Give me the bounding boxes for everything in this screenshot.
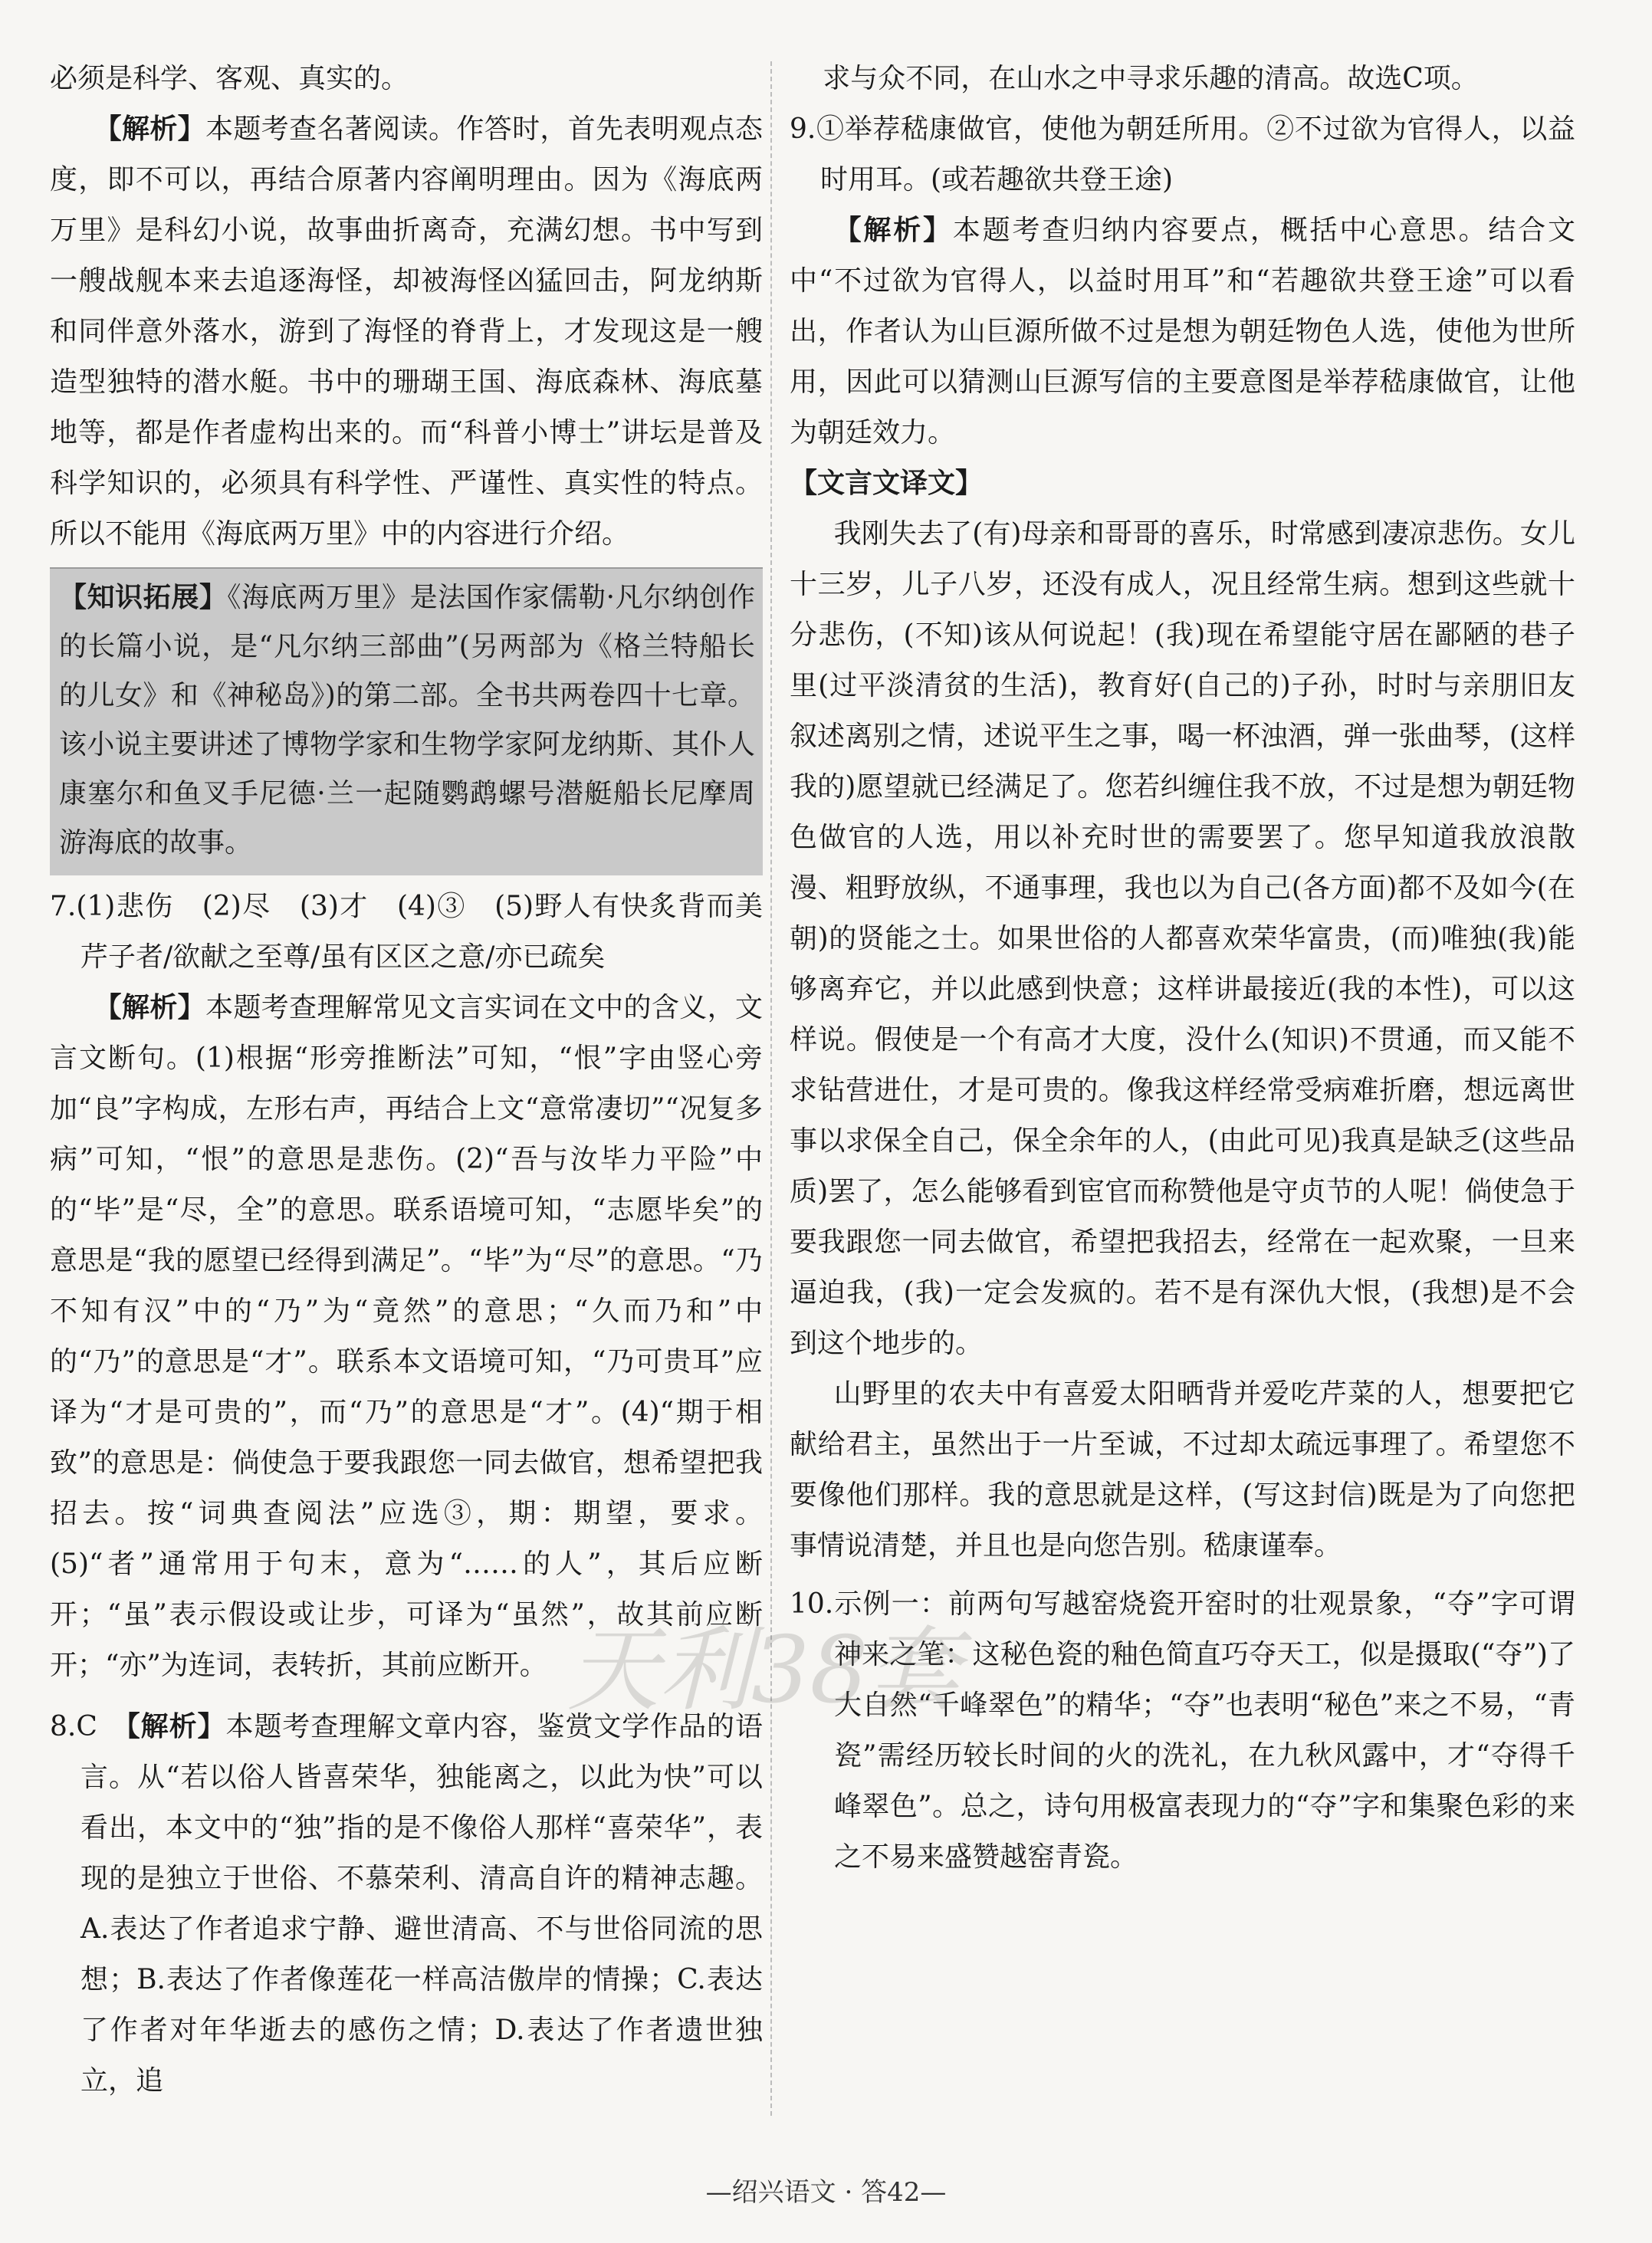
paragraph: 求与众不同，在山水之中寻求乐趣的清高。故选C项。: [823, 63, 1479, 94]
translation-paragraph-2: 山野里的农夫中有喜爱太阳晒背并爱吃芹菜的人，想要把它献给君主，虽然出于一片至诚，不过却太疏远事理了。希望您不要像他们那样。我的意思就是这样，(写这封信)既是为了向您把事情说清楚，并且也是向您告别。嵇康谨奉。: [790, 1378, 1575, 1562]
analysis-text: 本题考查理解文章内容，鉴赏文学作品的语言。从“若以俗人皆喜荣华，独能离之，以此为快”可以看出，本文中的“独”指的是不像俗人那样“喜荣华”，表现的是独立于世俗、不慕荣利、清高自许的精神志趣。A.表达了作者追求宁静、避世清高、不与世俗同流的思想；B.表达了作者像莲花一样高洁傲岸的情操；C.表达了作者对年华逝去的感伤之情；D.表达了作者遗世独立，追: [80, 1711, 763, 2097]
question-8-answer: [50, 1702, 763, 2107]
right-column: [790, 54, 1575, 1883]
watermark-text: 天利38套: [567, 1617, 961, 1724]
page-footer: —绍兴语文 · 答42—: [705, 2177, 947, 2208]
knowledge-text: 《海底两万里》是法国作家儒勒·凡尔纳创作的长篇小说，是“凡尔纳三部曲”(另两部为《格兰特船长的儿女》和《神秘岛》)的第二部。全书共两卷四十七章。该小说主要讲述了博物学家和生物学家阿龙纳斯、其仆人康塞尔和鱼叉手尼德·兰一起随鹦鹉螺号潜艇船长尼摩周游海底的故事。: [59, 582, 755, 859]
knowledge-paragraph: [59, 573, 755, 868]
analysis-text: 本题考查归纳内容要点，概括中心意思。结合文中“不过欲为官得人，以益时用耳”和“若趣欲共登王途”可以看出，作者认为山巨源所做不过是想为朝廷物色人选，使他为世所用，因此可以猜测山巨源写信的主要意图是举荐嵇康做官，让他为朝廷效力。: [790, 215, 1575, 448]
left-column: [50, 54, 763, 2107]
column-divider: [770, 61, 772, 2116]
answer-label: 8.C: [50, 1711, 97, 1742]
question-9-answer: 9.①举荐嵇康做官，使他为朝廷所用。②不过欲为官得人，以益时用耳。(或若趣欲共登王途): [790, 113, 1575, 195]
analysis-text: 本题考查理解常见文言实词在文中的含义，文言文断句。(1)根据“形旁推断法”可知，“恨”字由竖心旁加“良”字构成，左形右声，再结合上文“意常凄切”“况复多病”可知，“恨”的意思是悲伤。(2)“吾与汝毕力平险”中的“毕”是“尽，全”的意思。联系语境可知，“志愿毕矣”的意思是“我的愿望已经得到满足”。“毕”为“尽”的意思。“乃不知有汉”中的“乃”为“竟然”的意思；“久而乃和”中的“乃”的意思是“才”。联系本文语境可知，“乃可贵耳”应译为“才是可贵的”，而“乃”的意思是“才”。(4)“期于相致”的意思是：倘使急于要我跟您一同去做官，想希望把我招去。按“词典查阅法”应选③，期：期望，要求。(5)“者”通常用于句末，意为“……的人”，其后应断开；“虽”表示假设或让步，可译为“虽然”，故其前应断开；“亦”为连词，表转折，其前应断开。: [50, 992, 763, 1681]
translation-heading: 【文言文译文】: [790, 468, 984, 499]
analysis-tag: 【解析】: [94, 992, 206, 1023]
knowledge-box: [50, 567, 763, 875]
translation-paragraph-1: 我刚失去了(有)母亲和哥哥的喜乐，时常感到凄凉悲伤。女儿十三岁，儿子八岁，还没有成人，况且经常生病。想到这些就十分悲伤，(不知)该从何说起！(我)现在希望能守居在鄙陋的巷子里(过平淡清贫的生活)，教育好(自己的)子孙，时时与亲朋旧友叙述离别之情，述说平生之事，喝一杯浊酒，弹一张曲琴，(这样我的)愿望就已经满足了。您若纠缠住我不放，不过是想为朝廷物色做官的人选，用以补充时世的需要罢了。您早知道我放浪散漫、粗野放纵，不通事理，我也以为自己(各方面)都不及如今(在朝)的贤能之士。如果世俗的人都喜欢荣华富贵，(而)唯独(我)能够离弃它，并以此感到快意；这样讲最接近(我的本性)，可以这样说。假使是一个有高才大度，没什么(知识)不贯通，而又能不求钻营进仕，才是可贵的。像我这样经常受病难折磨，想远离世事以求保全自己，保全余年的人，(由此可见)我真是缺乏(这些品质)罢了，怎么能够看到宦官而称赞他是守贞节的人呢！倘使急于要我跟您一同去做官，希望把我招去，经常在一起欢聚，一旦来逼迫我，(我)一定会发疯的。若不是有深仇大恨，(我想)是不会到这个地步的。: [790, 518, 1575, 1359]
question-7-analysis: [50, 983, 763, 1691]
paragraph: 必须是科学、客观、真实的。: [50, 63, 409, 94]
analysis-tag: 【解析】: [126, 1711, 226, 1742]
question-7-answer: 7.(1)悲伤 (2)尽 (3)才 (4)③ (5)野人有快炙背而美芹子者/欲献之至尊/虽有区区之意/亦已疏矣: [50, 891, 763, 973]
analysis-paragraph: [50, 104, 763, 560]
question-9-analysis: [790, 205, 1575, 458]
knowledge-tag: 【知识拓展】: [59, 582, 228, 613]
analysis-tag: 【解析】: [94, 113, 206, 145]
analysis-tag: 【解析】: [833, 215, 953, 246]
analysis-text: 本题考查名著阅读。作答时，首先表明观点态度，即不可以，再结合原著内容阐明理由。因为《海底两万里》是科幻小说，故事曲折离奇，充满幻想。书中写到一艘战舰本来去追逐海怪，却被海怪凶猛回击，阿龙纳斯和同伴意外落水，游到了海怪的脊背上，才发现这是一艘造型独特的潜水艇。书中的珊瑚王国、海底森林、海底墓地等，都是作者虚构出来的。而“科普小博士”讲坛是普及科学知识的，必须具有科学性、严谨性、真实性的特点。所以不能用《海底两万里》中的内容进行介绍。: [50, 113, 763, 550]
question-10-answer: 10.示例一：前两句写越窑烧瓷开窑时的壮观景象，“夺”字可谓神来之笔：这秘色瓷的釉色简直巧夺天工，似是摄取(“夺”)了大自然“千峰翠色”的精华；“夺”也表明“秘色”来之不易，“青瓷”需经历较长时间的火的洗礼，在九秋风露中，才“夺得千峰翠色”。总之，诗句用极富表现力的“夺”字和集聚色彩的来之不易来盛赞越窑青瓷。: [790, 1588, 1575, 1873]
